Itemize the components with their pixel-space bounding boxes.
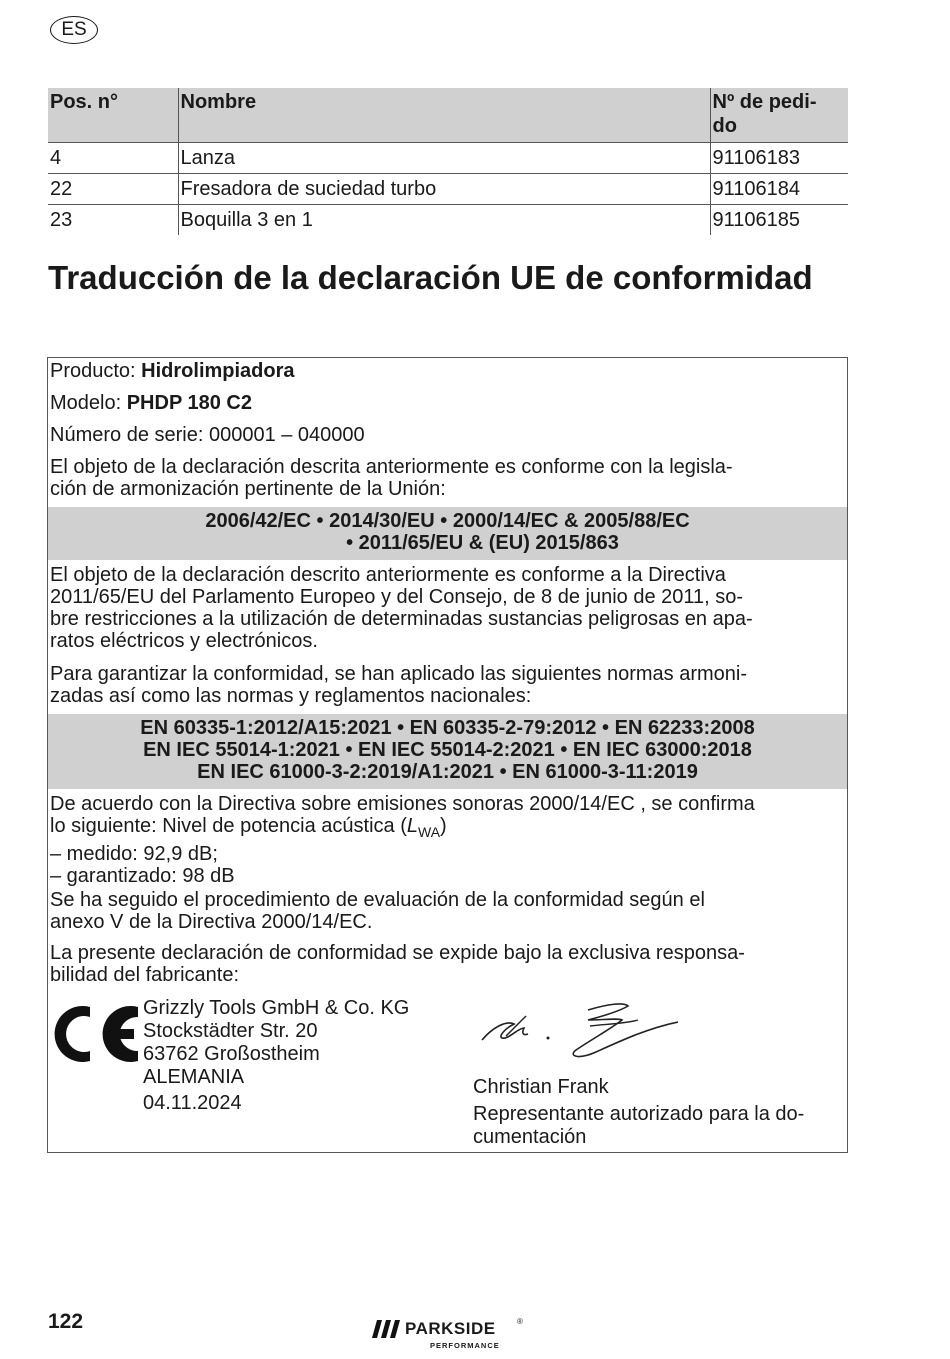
noise-subscript: WA [418, 824, 441, 840]
noise-guaranteed: – garantizado: 98 dB [50, 865, 235, 887]
col-header-order: Nº de pedi- do [710, 88, 848, 143]
declaration-box [47, 357, 848, 1153]
directives-line-1: 2006/42/EC • 2014/30/EU • 2000/14/EC & 2005/88/EC [205, 510, 690, 532]
table-row [48, 174, 848, 205]
page-number: 122 [48, 1310, 84, 1333]
issue-date: 04.11.2024 [143, 1092, 242, 1114]
product-label: Producto: [50, 360, 136, 382]
table-cell: 22 [48, 174, 178, 205]
product-line [50, 360, 845, 382]
city: 63762 Großostheim [143, 1043, 320, 1065]
brand-logo [372, 1318, 532, 1352]
paragraph-responsibility: La presente declaración de conformidad se expide bajo la exclusiva responsa- bilidad del fabricante: [50, 942, 745, 986]
table-row [48, 205, 848, 236]
brand-subtitle: PERFORMANCE [430, 1341, 500, 1350]
norms-block [48, 714, 847, 789]
noise-line-1: De acuerdo con la Directiva sobre emisiones sonoras 2000/14/EC , se confirma [50, 793, 755, 815]
table-cell: 91106184 [710, 174, 848, 205]
brand-name: PARKSIDE [405, 1319, 496, 1338]
language-badge: ES [50, 16, 98, 44]
brand-stripes-icon [372, 1320, 402, 1338]
noise-symbol: L [406, 815, 418, 837]
model-line [50, 392, 845, 414]
table-cell: 91106185 [710, 205, 848, 236]
noise-paragraph [50, 793, 845, 887]
paragraph-harmonization: El objeto de la declaración descrita anteriormente es conforme con la legisla- ción de armonización pertinente de la Unión: [50, 456, 733, 500]
table-cell: 91106183 [710, 143, 848, 174]
parts-table-header [48, 88, 848, 143]
norms-line-3: EN IEC 61000-3-2:2019/A1:2021 • EN 61000-3-11:2019 [197, 761, 698, 783]
parts-table [48, 88, 848, 235]
company-name: Grizzly Tools GmbH & Co. KG [143, 997, 410, 1019]
table-row [48, 143, 848, 174]
norms-line-1: EN 60335-1:2012/A15:2021 • EN 60335-2-79:2012 • EN 62233:2008 [140, 717, 755, 739]
signature-icon [478, 998, 678, 1070]
signer-block [473, 1076, 845, 1149]
directives-line-2: • 2011/65/EU & (EU) 2015/863 [346, 532, 619, 554]
table-cell: Lanza [178, 143, 710, 174]
page-title: Traducción de la declaración UE de conformidad [48, 259, 813, 296]
paragraph-procedure: Se ha seguido el procedimiento de evaluación de la conformidad según el anexo V de la Directiva 2000/14/EC. [50, 889, 705, 933]
noise-measured: – medido: 92,9 dB; [50, 843, 218, 865]
ce-mark-icon [52, 1001, 142, 1067]
signer-role: Representante autorizado para la do- cumentación [473, 1103, 805, 1148]
manufacturer-address [143, 997, 409, 1115]
table-cell: 23 [48, 205, 178, 236]
product-value: Hidrolimpiadora [141, 360, 295, 382]
table-cell: Fresadora de suciedad turbo [178, 174, 710, 205]
country: ALEMANIA [143, 1066, 245, 1088]
paragraph-rohs: El objeto de la declaración descrito anteriormente es conforme a la Directiva 2011/65/EU del Parlamento Europeo y del Consejo, de 8 de junio de 2011, so- bre restricciones a la utilización de determinadas sustancias peligrosas en apa- ratos eléctricos y electrónicos. [50, 564, 753, 652]
serial-line: Número de serie: 000001 – 040000 [50, 424, 365, 446]
col-header-name: Nombre [178, 88, 710, 143]
street: Stockstädter Str. 20 [143, 1020, 318, 1042]
model-label: Modelo: [50, 392, 122, 414]
norms-line-2: EN IEC 55014-1:2021 • EN IEC 55014-2:2021 • EN IEC 63000:2018 [143, 739, 752, 761]
table-cell: 4 [48, 143, 178, 174]
model-value: PHDP 180 C2 [126, 392, 252, 414]
col-header-pos: Pos. n° [48, 88, 178, 143]
directives-block [48, 507, 847, 560]
table-cell: Boquilla 3 en 1 [178, 205, 710, 236]
noise-line-2: lo siguiente: Nivel de potencia acústica $(L_{WA})$ [50, 815, 447, 840]
signer-name: Christian Frank [473, 1076, 609, 1098]
paragraph-norms-intro: Para garantizar la conformidad, se han aplicado las siguientes normas armoni- zadas así como las normas y reglamentos nacionales: [50, 663, 748, 707]
brand-registered: ® [517, 1317, 523, 1326]
